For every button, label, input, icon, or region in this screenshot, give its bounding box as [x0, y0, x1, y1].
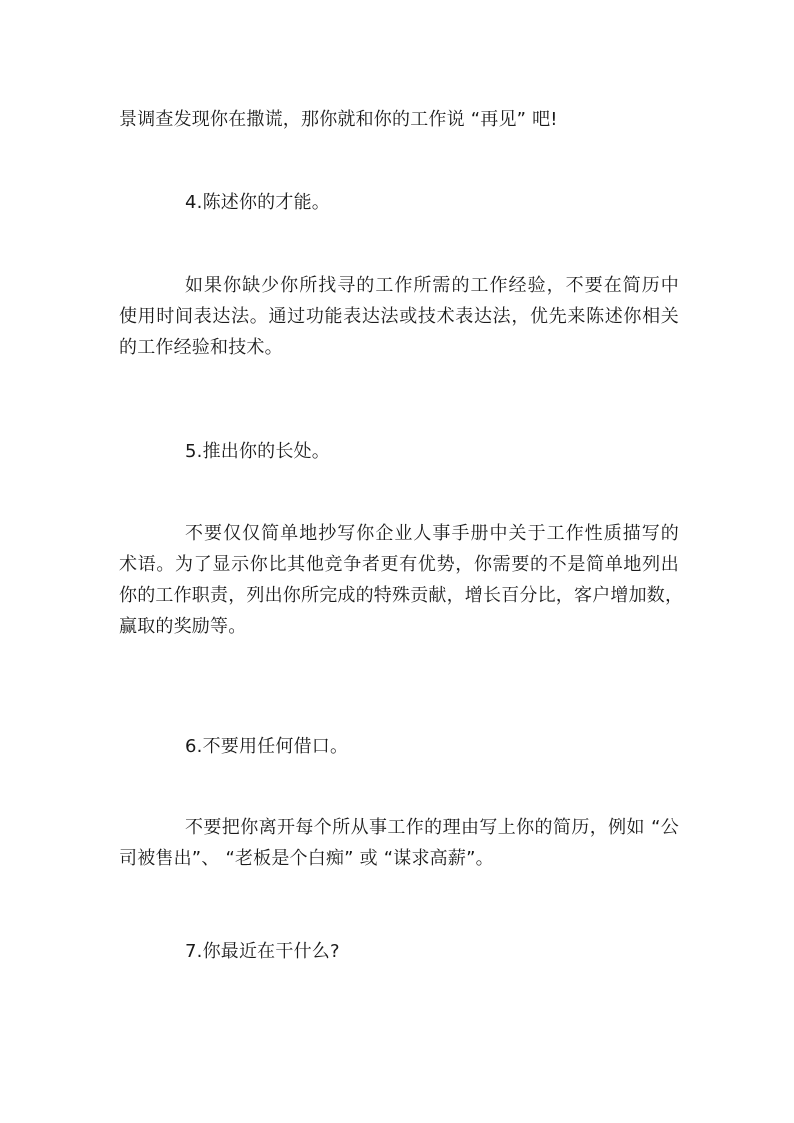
paragraph-line: 司被售出”、 “老板是个白痴” 或 “谋求高薪”。	[119, 848, 494, 869]
paragraph-continuation	[119, 104, 679, 135]
paragraph-excuses	[119, 812, 679, 874]
paragraph-line: 的工作经验和技术。	[119, 337, 283, 358]
section-heading-7	[119, 936, 679, 967]
section-heading-5	[119, 436, 679, 467]
paragraph-line: 赢取的奖励等。	[119, 616, 247, 637]
section-heading-6	[119, 731, 679, 762]
paragraph-line: 术语。为了显示你比其他竞争者更有优势，你需要的不是简单地列出	[119, 554, 679, 575]
paragraph-line: 景调查发现你在撒谎，那你就和你的工作说 “再见” 吧!	[119, 109, 558, 130]
paragraph-line: 使用时间表达法。通过功能表达法或技术表达法，优先来陈述你相关	[119, 306, 679, 327]
paragraph-talents	[119, 270, 679, 363]
heading-text: 5.推出你的长处。	[185, 441, 330, 462]
heading-text: 4.陈述你的才能。	[185, 192, 330, 213]
paragraph-line: 如果你缺少你所找寻的工作所需的工作经验，不要在简历中	[185, 275, 679, 296]
paragraph-line: 你的工作职责，列出你所完成的特殊贡献，增长百分比，客户增加数，	[119, 585, 684, 606]
paragraph-line: 不要把你离开每个所从事工作的理由写上你的简历，例如 “公	[185, 817, 679, 838]
heading-text: 7.你最近在干什么?	[185, 941, 340, 962]
paragraph-line: 不要仅仅简单地抄写你企业人事手册中关于工作性质描写的	[185, 523, 679, 544]
heading-text: 6.不要用任何借口。	[185, 736, 349, 757]
section-heading-4	[119, 187, 679, 218]
paragraph-strengths	[119, 518, 684, 642]
